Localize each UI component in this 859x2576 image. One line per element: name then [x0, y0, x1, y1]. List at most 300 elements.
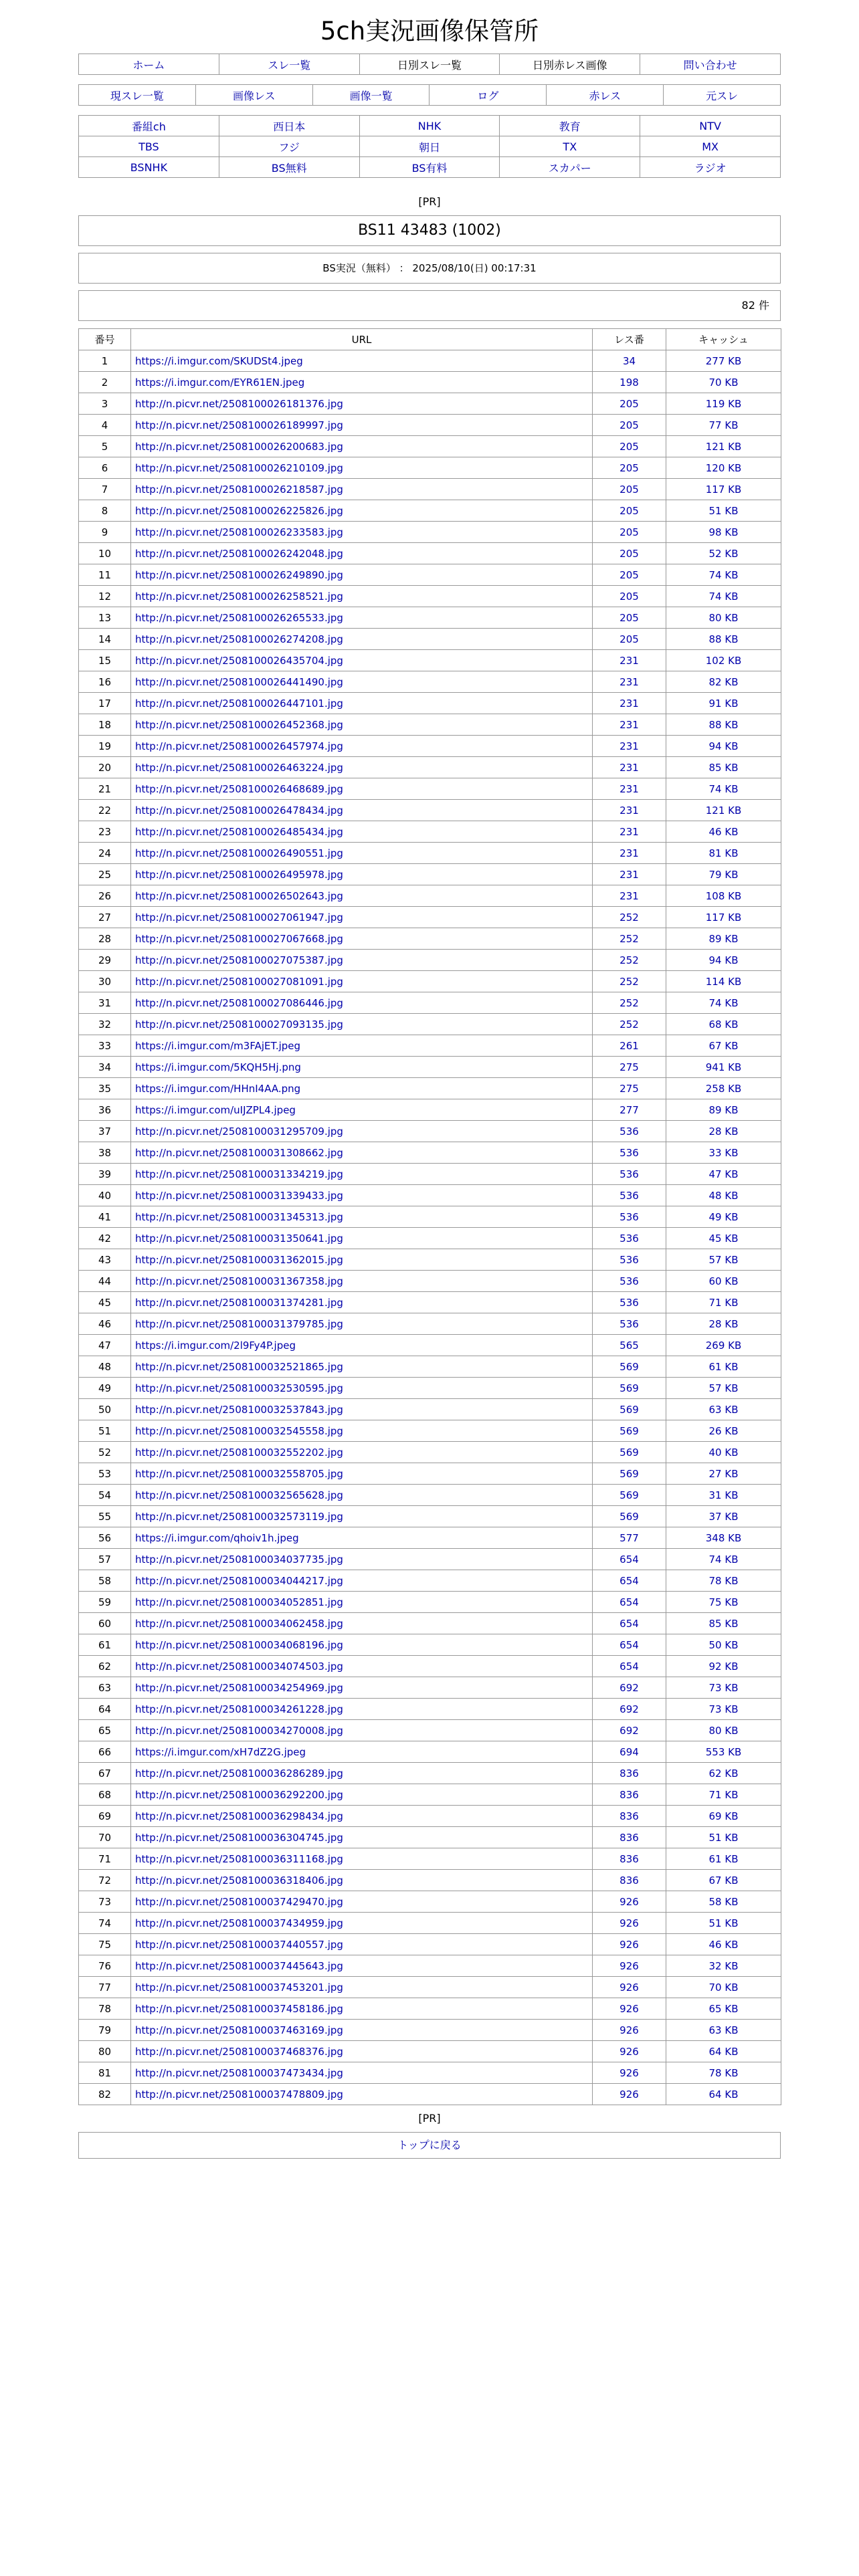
channel-item[interactable]	[640, 116, 781, 136]
row-cache-link[interactable]: 52 KB	[666, 543, 781, 564]
nav-home[interactable]	[79, 54, 219, 75]
row-res-link[interactable]: 836	[593, 1784, 666, 1806]
row-url-link[interactable]: http://n.picvr.net/2508100034074503.jpg	[131, 1656, 593, 1677]
row-res-link[interactable]: 569	[593, 1399, 666, 1420]
site-title: 5ch実況画像保管所	[320, 17, 539, 45]
row-url-link[interactable]: https://i.imgur.com/SKUDSt4.jpeg	[131, 350, 593, 372]
row-res-link[interactable]: 692	[593, 1677, 666, 1699]
nav-home-link[interactable]: ホーム	[132, 58, 165, 72]
channel-item[interactable]	[79, 136, 219, 157]
row-cache-link[interactable]: 70 KB	[666, 372, 781, 393]
row-cache-link[interactable]: 74 KB	[666, 586, 781, 607]
row-res-link[interactable]: 252	[593, 971, 666, 992]
row-url-link[interactable]: http://n.picvr.net/2508100034044217.jpg	[131, 1570, 593, 1592]
row-cache-link[interactable]: 80 KB	[666, 1720, 781, 1741]
row-url-link[interactable]: http://n.picvr.net/2508100037429470.jpg	[131, 1891, 593, 1913]
row-res-link[interactable]: 569	[593, 1378, 666, 1399]
nav-log-link[interactable]: ログ	[477, 89, 499, 102]
row-url-link[interactable]: http://n.picvr.net/2508100031339433.jpg	[131, 1185, 593, 1206]
row-url-link[interactable]: http://n.picvr.net/2508100032521865.jpg	[131, 1356, 593, 1378]
row-res-link[interactable]: 536	[593, 1249, 666, 1271]
row-res-link[interactable]: 692	[593, 1720, 666, 1741]
row-cache-link[interactable]: 120 KB	[666, 457, 781, 479]
row-res-link[interactable]: 569	[593, 1506, 666, 1527]
row-res-link[interactable]: 34	[593, 350, 666, 372]
row-url-link[interactable]: http://n.picvr.net/2508100026233583.jpg	[131, 522, 593, 543]
nav-original-thread[interactable]	[664, 85, 781, 106]
row-cache-link[interactable]: 63 KB	[666, 1399, 781, 1420]
row-res-link[interactable]: 205	[593, 457, 666, 479]
row-cache-link[interactable]: 51 KB	[666, 1913, 781, 1934]
row-url-link[interactable]: http://n.picvr.net/2508100026468689.jpg	[131, 778, 593, 800]
table-row	[79, 1613, 781, 1634]
row-cache-link[interactable]: 117 KB	[666, 907, 781, 928]
row-cache-link[interactable]: 27 KB	[666, 1463, 781, 1485]
row-cache-link[interactable]: 28 KB	[666, 1121, 781, 1142]
row-cache-link[interactable]: 57 KB	[666, 1378, 781, 1399]
row-cache-link[interactable]: 88 KB	[666, 629, 781, 650]
row-res-link[interactable]: 261	[593, 1035, 666, 1057]
row-res-link[interactable]: 654	[593, 1634, 666, 1656]
row-cache-link[interactable]: 102 KB	[666, 650, 781, 671]
row-url-link[interactable]: https://i.imgur.com/5KQH5Hj.png	[131, 1057, 593, 1078]
row-url-link[interactable]: http://n.picvr.net/2508100026225826.jpg	[131, 500, 593, 522]
row-url-link[interactable]: http://n.picvr.net/2508100027093135.jpg	[131, 1014, 593, 1035]
nav-current-threads-link[interactable]: 現スレ一覧	[110, 89, 164, 102]
row-url-link[interactable]: http://n.picvr.net/2508100032545558.jpg	[131, 1420, 593, 1442]
row-res-link[interactable]: 654	[593, 1570, 666, 1592]
row-res-link[interactable]: 205	[593, 415, 666, 436]
thread-nav	[78, 84, 781, 106]
row-url-link[interactable]: https://i.imgur.com/EYR61EN.jpeg	[131, 372, 593, 393]
row-url-link[interactable]: http://n.picvr.net/2508100037468376.jpg	[131, 2041, 593, 2062]
row-url-link[interactable]: http://n.picvr.net/2508100027075387.jpg	[131, 950, 593, 971]
row-res-link[interactable]: 205	[593, 500, 666, 522]
channel-link[interactable]: 番組ch	[131, 120, 166, 133]
row-url-link[interactable]: http://n.picvr.net/2508100026478434.jpg	[131, 800, 593, 821]
row-res-link[interactable]: 231	[593, 864, 666, 885]
row-res-link[interactable]: 569	[593, 1463, 666, 1485]
row-cache-link[interactable]: 78 KB	[666, 2062, 781, 2084]
row-res-link[interactable]: 231	[593, 650, 666, 671]
row-cache-link[interactable]: 348 KB	[666, 1527, 781, 1549]
row-url-link[interactable]: http://n.picvr.net/2508100026200683.jpg	[131, 436, 593, 457]
row-url-link[interactable]: http://n.picvr.net/2508100031362015.jpg	[131, 1249, 593, 1271]
row-cache-link[interactable]: 65 KB	[666, 1998, 781, 2020]
row-cache-link[interactable]: 75 KB	[666, 1592, 781, 1613]
nav-image-list-link[interactable]: 画像一覧	[349, 89, 393, 102]
row-res-link[interactable]: 836	[593, 1870, 666, 1891]
row-res-link[interactable]: 926	[593, 1955, 666, 1977]
row-cache-link[interactable]: 82 KB	[666, 671, 781, 693]
row-res-link[interactable]: 275	[593, 1078, 666, 1099]
row-cache-link[interactable]: 31 KB	[666, 1485, 781, 1506]
row-url-link[interactable]: http://n.picvr.net/2508100026218587.jpg	[131, 479, 593, 500]
row-url-link[interactable]: http://n.picvr.net/2508100027067668.jpg	[131, 928, 593, 950]
row-url-link[interactable]: http://n.picvr.net/2508100026265533.jpg	[131, 607, 593, 629]
row-cache-link[interactable]: 92 KB	[666, 1656, 781, 1677]
channel-item[interactable]	[359, 157, 500, 178]
row-url-link[interactable]: http://n.picvr.net/2508100036311168.jpg	[131, 1848, 593, 1870]
row-cache-link[interactable]: 33 KB	[666, 1142, 781, 1164]
row-url-link[interactable]: http://n.picvr.net/2508100026181376.jpg	[131, 393, 593, 415]
back-to-top-link[interactable]: トップに戻る	[78, 2132, 781, 2159]
nav-contact[interactable]	[640, 54, 781, 75]
row-url-link[interactable]: http://n.picvr.net/2508100037445643.jpg	[131, 1955, 593, 1977]
row-res-link[interactable]: 231	[593, 821, 666, 843]
row-res-link[interactable]: 252	[593, 928, 666, 950]
row-res-link[interactable]: 231	[593, 693, 666, 714]
row-cache-link[interactable]: 81 KB	[666, 843, 781, 864]
row-url-link[interactable]: http://n.picvr.net/2508100027081091.jpg	[131, 971, 593, 992]
row-cache-link[interactable]: 37 KB	[666, 1506, 781, 1527]
row-cache-link[interactable]: 88 KB	[666, 714, 781, 736]
channel-link[interactable]: NTV	[699, 119, 721, 132]
row-res-link[interactable]: 252	[593, 950, 666, 971]
row-url-link[interactable]: http://n.picvr.net/2508100036318406.jpg	[131, 1870, 593, 1891]
row-cache-link[interactable]: 73 KB	[666, 1699, 781, 1720]
channel-item[interactable]	[640, 157, 781, 178]
row-res-link[interactable]: 536	[593, 1121, 666, 1142]
row-res-link[interactable]: 231	[593, 778, 666, 800]
row-url-link[interactable]: http://n.picvr.net/2508100034068196.jpg	[131, 1634, 593, 1656]
row-cache-link[interactable]: 108 KB	[666, 885, 781, 907]
row-cache-link[interactable]: 89 KB	[666, 928, 781, 950]
nav-red-res[interactable]	[547, 85, 664, 106]
channel-item[interactable]	[219, 157, 359, 178]
row-cache-link[interactable]: 85 KB	[666, 757, 781, 778]
row-cache-link[interactable]: 62 KB	[666, 1763, 781, 1784]
nav-original-thread-link[interactable]: 元スレ	[706, 89, 739, 102]
row-res-link[interactable]: 252	[593, 907, 666, 928]
row-cache-link[interactable]: 258 KB	[666, 1078, 781, 1099]
row-url-link[interactable]: http://n.picvr.net/2508100032573119.jpg	[131, 1506, 593, 1527]
row-cache-link[interactable]: 269 KB	[666, 1335, 781, 1356]
row-url-link[interactable]: https://i.imgur.com/uIJZPL4.jpeg	[131, 1099, 593, 1121]
row-res-link[interactable]: 275	[593, 1057, 666, 1078]
row-res-link[interactable]: 654	[593, 1613, 666, 1634]
row-res-link[interactable]: 231	[593, 671, 666, 693]
row-url-link[interactable]: http://n.picvr.net/2508100026485434.jpg	[131, 821, 593, 843]
row-cache-link[interactable]: 40 KB	[666, 1442, 781, 1463]
row-cache-link[interactable]: 121 KB	[666, 436, 781, 457]
row-url-link[interactable]: http://n.picvr.net/2508100031345313.jpg	[131, 1206, 593, 1228]
row-cache-link[interactable]: 46 KB	[666, 821, 781, 843]
row-cache-link[interactable]: 74 KB	[666, 992, 781, 1014]
row-url-link[interactable]: http://n.picvr.net/2508100037473434.jpg	[131, 2062, 593, 2084]
row-res-link[interactable]: 577	[593, 1527, 666, 1549]
row-url-link[interactable]: http://n.picvr.net/2508100026210109.jpg	[131, 457, 593, 479]
row-res-link[interactable]: 694	[593, 1741, 666, 1763]
row-cache-link[interactable]: 74 KB	[666, 778, 781, 800]
channel-link[interactable]: 西日本	[273, 120, 306, 133]
row-cache-link[interactable]: 64 KB	[666, 2041, 781, 2062]
channel-item[interactable]	[359, 116, 500, 136]
row-url-link[interactable]: http://n.picvr.net/2508100037434959.jpg	[131, 1913, 593, 1934]
row-url-link[interactable]: http://n.picvr.net/2508100034270008.jpg	[131, 1720, 593, 1741]
row-cache-link[interactable]: 553 KB	[666, 1741, 781, 1763]
row-cache-link[interactable]: 28 KB	[666, 1313, 781, 1335]
row-res-link[interactable]: 836	[593, 1763, 666, 1784]
row-cache-link[interactable]: 57 KB	[666, 1249, 781, 1271]
channel-item[interactable]	[500, 136, 640, 157]
row-cache-link[interactable]: 64 KB	[666, 2084, 781, 2105]
row-res-link[interactable]: 565	[593, 1335, 666, 1356]
row-url-link[interactable]: http://n.picvr.net/2508100036292200.jpg	[131, 1784, 593, 1806]
row-cache-link[interactable]: 70 KB	[666, 1977, 781, 1998]
row-cache-link[interactable]: 58 KB	[666, 1891, 781, 1913]
row-res-link[interactable]: 231	[593, 714, 666, 736]
nav-thread-list[interactable]	[219, 54, 359, 75]
row-res-link[interactable]: 654	[593, 1592, 666, 1613]
row-cache-link[interactable]: 67 KB	[666, 1035, 781, 1057]
nav-log[interactable]	[430, 85, 547, 106]
row-cache-link[interactable]: 60 KB	[666, 1271, 781, 1292]
row-url-link[interactable]: http://n.picvr.net/2508100037463169.jpg	[131, 2020, 593, 2041]
row-cache-link[interactable]: 77 KB	[666, 415, 781, 436]
channel-link[interactable]: BS無料	[271, 161, 307, 175]
row-cache-link[interactable]: 32 KB	[666, 1955, 781, 1977]
row-res-link[interactable]: 536	[593, 1228, 666, 1249]
row-url-link[interactable]: http://n.picvr.net/2508100026258521.jpg	[131, 586, 593, 607]
row-cache-link[interactable]: 61 KB	[666, 1848, 781, 1870]
row-cache-link[interactable]: 78 KB	[666, 1570, 781, 1592]
row-res-link[interactable]: 252	[593, 992, 666, 1014]
row-url-link[interactable]: http://n.picvr.net/2508100026490551.jpg	[131, 843, 593, 864]
row-res-link[interactable]: 654	[593, 1549, 666, 1570]
row-cache-link[interactable]: 114 KB	[666, 971, 781, 992]
row-res-link[interactable]: 926	[593, 2084, 666, 2105]
row-res-link[interactable]: 205	[593, 436, 666, 457]
row-res-link[interactable]: 569	[593, 1420, 666, 1442]
row-res-link[interactable]: 569	[593, 1356, 666, 1378]
row-url-link[interactable]: http://n.picvr.net/2508100034261228.jpg	[131, 1699, 593, 1720]
row-res-link[interactable]: 536	[593, 1142, 666, 1164]
row-res-link[interactable]: 205	[593, 586, 666, 607]
row-url-link[interactable]: http://n.picvr.net/2508100031374281.jpg	[131, 1292, 593, 1313]
row-res-link[interactable]: 836	[593, 1827, 666, 1848]
row-url-link[interactable]: http://n.picvr.net/2508100037458186.jpg	[131, 1998, 593, 2020]
row-cache-link[interactable]: 89 KB	[666, 1099, 781, 1121]
nav-red-res-link[interactable]: 赤レス	[589, 89, 621, 102]
channel-link[interactable]: BSNHK	[130, 160, 168, 174]
row-cache-link[interactable]: 51 KB	[666, 1827, 781, 1848]
row-res-link[interactable]: 231	[593, 757, 666, 778]
channel-link[interactable]: TX	[563, 140, 577, 153]
row-url-link[interactable]: http://n.picvr.net/2508100031295709.jpg	[131, 1121, 593, 1142]
row-cache-link[interactable]: 46 KB	[666, 1934, 781, 1955]
row-cache-link[interactable]: 119 KB	[666, 393, 781, 415]
row-url-link[interactable]: http://n.picvr.net/2508100032558705.jpg	[131, 1463, 593, 1485]
row-url-link[interactable]: https://i.imgur.com/HHnI4AA.png	[131, 1078, 593, 1099]
row-res-link[interactable]: 231	[593, 800, 666, 821]
row-cache-link[interactable]: 63 KB	[666, 2020, 781, 2041]
row-res-link[interactable]: 231	[593, 885, 666, 907]
row-cache-link[interactable]: 71 KB	[666, 1292, 781, 1313]
channel-item[interactable]	[640, 136, 781, 157]
channel-item[interactable]	[219, 116, 359, 136]
row-url-link[interactable]: http://n.picvr.net/2508100034062458.jpg	[131, 1613, 593, 1634]
nav-contact-link[interactable]: 問い合わせ	[683, 58, 737, 72]
row-url-link[interactable]: http://n.picvr.net/2508100031334219.jpg	[131, 1164, 593, 1185]
row-cache-link[interactable]: 79 KB	[666, 864, 781, 885]
row-res-link[interactable]: 926	[593, 1977, 666, 1998]
row-url-link[interactable]: http://n.picvr.net/2508100031308662.jpg	[131, 1142, 593, 1164]
row-cache-link[interactable]: 50 KB	[666, 1634, 781, 1656]
nav-image-list[interactable]	[312, 85, 430, 106]
row-cache-link[interactable]: 98 KB	[666, 522, 781, 543]
row-url-link[interactable]: http://n.picvr.net/2508100026274208.jpg	[131, 629, 593, 650]
row-url-link[interactable]: http://n.picvr.net/2508100036298434.jpg	[131, 1806, 593, 1827]
channel-item[interactable]	[79, 157, 219, 178]
row-res-link[interactable]: 569	[593, 1442, 666, 1463]
row-url-link[interactable]: http://n.picvr.net/2508100026242048.jpg	[131, 543, 593, 564]
row-res-link[interactable]: 205	[593, 393, 666, 415]
row-cache-link[interactable]: 74 KB	[666, 564, 781, 586]
channel-item[interactable]	[79, 116, 219, 136]
row-res-link[interactable]: 569	[593, 1485, 666, 1506]
row-cache-link[interactable]: 61 KB	[666, 1356, 781, 1378]
row-url-link[interactable]: http://n.picvr.net/2508100027061947.jpg	[131, 907, 593, 928]
row-url-link[interactable]: https://i.imgur.com/m3FAjET.jpeg	[131, 1035, 593, 1057]
row-url-link[interactable]: http://n.picvr.net/2508100026249890.jpg	[131, 564, 593, 586]
channel-link[interactable]: BS有料	[411, 161, 448, 175]
row-res-link[interactable]: 536	[593, 1164, 666, 1185]
row-url-link[interactable]: http://n.picvr.net/2508100034037735.jpg	[131, 1549, 593, 1570]
row-url-link[interactable]: http://n.picvr.net/2508100026447101.jpg	[131, 693, 593, 714]
nav-image-res[interactable]	[195, 85, 312, 106]
row-res-link[interactable]: 205	[593, 629, 666, 650]
table-row	[79, 1720, 781, 1741]
row-res-link[interactable]: 926	[593, 1913, 666, 1934]
row-url-link[interactable]: http://n.picvr.net/2508100031379785.jpg	[131, 1313, 593, 1335]
row-url-link[interactable]: http://n.picvr.net/2508100026189997.jpg	[131, 415, 593, 436]
row-url-link[interactable]: https://i.imgur.com/qhoiv1h.jpeg	[131, 1527, 593, 1549]
row-res-link[interactable]: 205	[593, 522, 666, 543]
channel-link[interactable]: 教育	[559, 120, 581, 133]
row-url-link[interactable]: http://n.picvr.net/2508100032530595.jpg	[131, 1378, 593, 1399]
row-res-link[interactable]: 926	[593, 2041, 666, 2062]
channel-link[interactable]: スカパー	[548, 161, 591, 175]
row-res-link[interactable]: 836	[593, 1848, 666, 1870]
row-url-link[interactable]: http://n.picvr.net/2508100032552202.jpg	[131, 1442, 593, 1463]
row-url-link[interactable]: http://n.picvr.net/2508100026502643.jpg	[131, 885, 593, 907]
row-cache-link[interactable]: 49 KB	[666, 1206, 781, 1228]
row-cache-link[interactable]: 71 KB	[666, 1784, 781, 1806]
row-res-link[interactable]: 205	[593, 479, 666, 500]
row-res-link[interactable]: 536	[593, 1313, 666, 1335]
channel-item[interactable]	[500, 116, 640, 136]
row-res-link[interactable]: 926	[593, 2020, 666, 2041]
row-res-link[interactable]: 536	[593, 1292, 666, 1313]
row-cache-link[interactable]: 941 KB	[666, 1057, 781, 1078]
row-res-link[interactable]: 205	[593, 543, 666, 564]
row-res-link[interactable]: 277	[593, 1099, 666, 1121]
row-res-link[interactable]: 836	[593, 1806, 666, 1827]
row-url-link[interactable]: http://n.picvr.net/2508100026435704.jpg	[131, 650, 593, 671]
row-res-link[interactable]: 926	[593, 2062, 666, 2084]
row-res-link[interactable]: 231	[593, 736, 666, 757]
channel-item[interactable]	[359, 136, 500, 157]
row-url-link[interactable]: https://i.imgur.com/xH7dZ2G.jpeg	[131, 1741, 593, 1763]
row-cache-link[interactable]: 51 KB	[666, 500, 781, 522]
row-cache-link[interactable]: 277 KB	[666, 350, 781, 372]
row-res-link[interactable]: 536	[593, 1206, 666, 1228]
row-url-link[interactable]: http://n.picvr.net/2508100034254969.jpg	[131, 1677, 593, 1699]
row-res-link[interactable]: 692	[593, 1699, 666, 1720]
row-url-link[interactable]: http://n.picvr.net/2508100026452368.jpg	[131, 714, 593, 736]
row-cache-link[interactable]: 47 KB	[666, 1164, 781, 1185]
row-cache-link[interactable]: 74 KB	[666, 1549, 781, 1570]
row-res-link[interactable]: 205	[593, 607, 666, 629]
nav-current-threads[interactable]	[79, 85, 196, 106]
row-cache-link[interactable]: 117 KB	[666, 479, 781, 500]
row-res-link[interactable]: 231	[593, 843, 666, 864]
nav-image-res-link[interactable]: 画像レス	[232, 89, 276, 102]
row-url-link[interactable]: http://n.picvr.net/2508100036286289.jpg	[131, 1763, 593, 1784]
channel-item[interactable]	[219, 136, 359, 157]
row-url-link[interactable]: http://n.picvr.net/2508100032565628.jpg	[131, 1485, 593, 1506]
row-cache-link[interactable]: 45 KB	[666, 1228, 781, 1249]
row-cache-link[interactable]: 69 KB	[666, 1806, 781, 1827]
row-cache-link[interactable]: 121 KB	[666, 800, 781, 821]
row-cache-link[interactable]: 73 KB	[666, 1677, 781, 1699]
row-cache-link[interactable]: 94 KB	[666, 950, 781, 971]
row-cache-link[interactable]: 26 KB	[666, 1420, 781, 1442]
row-url-link[interactable]: https://i.imgur.com/2l9Fy4P.jpeg	[131, 1335, 593, 1356]
row-res-link[interactable]: 252	[593, 1014, 666, 1035]
row-url-link[interactable]: http://n.picvr.net/2508100034052851.jpg	[131, 1592, 593, 1613]
row-res-link[interactable]: 536	[593, 1185, 666, 1206]
row-res-link[interactable]: 926	[593, 1891, 666, 1913]
row-url-link[interactable]: http://n.picvr.net/2508100037440557.jpg	[131, 1934, 593, 1955]
row-cache-link[interactable]: 48 KB	[666, 1185, 781, 1206]
channel-link[interactable]: MX	[702, 140, 719, 153]
row-url-link[interactable]: http://n.picvr.net/2508100037453201.jpg	[131, 1977, 593, 1998]
row-url-link[interactable]: http://n.picvr.net/2508100032537843.jpg	[131, 1399, 593, 1420]
row-cache-link[interactable]: 85 KB	[666, 1613, 781, 1634]
nav-thread-list-link[interactable]: スレ一覧	[268, 58, 311, 72]
row-number: 63	[79, 1677, 131, 1699]
row-url-link[interactable]: http://n.picvr.net/2508100026463224.jpg	[131, 757, 593, 778]
channel-link[interactable]: 朝日	[418, 140, 440, 154]
row-res-link[interactable]: 205	[593, 564, 666, 586]
row-url-link[interactable]: http://n.picvr.net/2508100037478809.jpg	[131, 2084, 593, 2105]
row-cache-link[interactable]: 80 KB	[666, 607, 781, 629]
row-url-link[interactable]: http://n.picvr.net/2508100026441490.jpg	[131, 671, 593, 693]
channel-link[interactable]: NHK	[417, 119, 442, 132]
row-url-link[interactable]: http://n.picvr.net/2508100026495978.jpg	[131, 864, 593, 885]
row-cache-link[interactable]: 67 KB	[666, 1870, 781, 1891]
row-url-link[interactable]: http://n.picvr.net/2508100026457974.jpg	[131, 736, 593, 757]
row-cache-link[interactable]: 91 KB	[666, 693, 781, 714]
row-cache-link[interactable]: 68 KB	[666, 1014, 781, 1035]
row-res-link[interactable]: 198	[593, 372, 666, 393]
row-res-link[interactable]: 654	[593, 1656, 666, 1677]
channel-item[interactable]	[500, 157, 640, 178]
channel-link[interactable]: フジ	[278, 140, 300, 154]
row-res-link[interactable]: 926	[593, 1934, 666, 1955]
row-url-link[interactable]: http://n.picvr.net/2508100031367358.jpg	[131, 1271, 593, 1292]
channel-link[interactable]: TBS	[138, 140, 159, 153]
row-url-link[interactable]: http://n.picvr.net/2508100036304745.jpg	[131, 1827, 593, 1848]
row-res-link[interactable]: 536	[593, 1271, 666, 1292]
channel-link[interactable]: ラジオ	[694, 161, 727, 175]
row-res-link[interactable]: 926	[593, 1998, 666, 2020]
row-url-link[interactable]: http://n.picvr.net/2508100027086446.jpg	[131, 992, 593, 1014]
row-url-link[interactable]: http://n.picvr.net/2508100031350641.jpg	[131, 1228, 593, 1249]
row-cache-link[interactable]: 94 KB	[666, 736, 781, 757]
